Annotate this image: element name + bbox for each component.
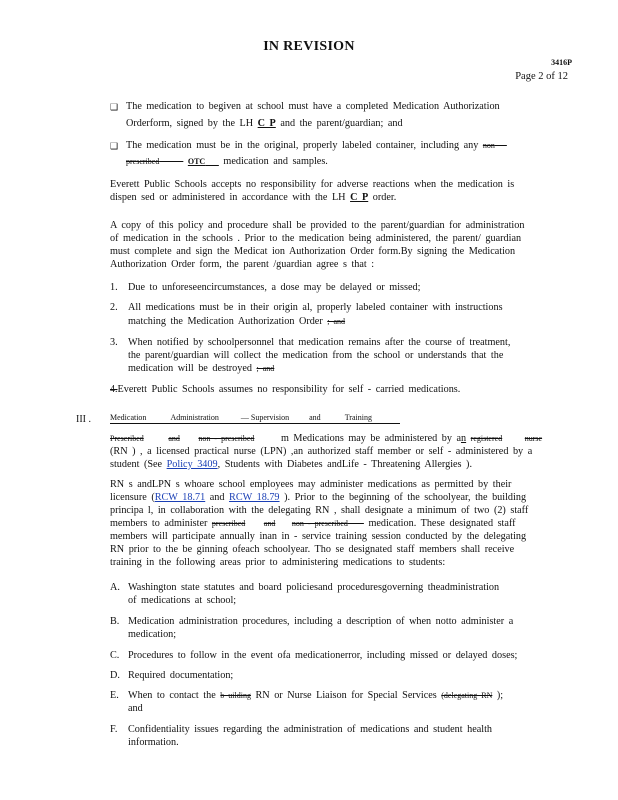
inserted-text: OTC — [187, 157, 206, 166]
deleted-number: 4. — [110, 384, 118, 395]
policy-3409-link[interactable]: Policy 3409 — [166, 459, 218, 470]
inserted-text: n — [461, 433, 467, 444]
list-text — [128, 315, 560, 328]
deleted-text: non - prescribed — [198, 434, 255, 443]
heading-word: Training — [344, 413, 372, 422]
bullet-text: The medication must be in the original, properly labeled container, including any — [126, 140, 479, 151]
bullet-text: Orderform, signed by the LH — [126, 118, 254, 129]
bullet-line: The medication to begiven at school must have a completed Medication Authorization — [126, 101, 500, 112]
deleted-text: b uilding — [220, 691, 251, 700]
bullet-text: medication and samples. — [223, 156, 328, 167]
list-text: Medication administration procedures, including a description of when notto administer a — [128, 616, 514, 627]
checkbox-bullet-icon: ❑ — [110, 141, 119, 151]
list-text-span: ); — [496, 690, 504, 701]
heading-word: and — [309, 413, 321, 422]
paragraph-line: Everett Public Schools accepts no responsibility for adverse reactions when the medication is — [110, 179, 515, 190]
heading-word: Medication — [110, 413, 147, 422]
list-letter: F. — [110, 724, 118, 735]
paragraph-line — [110, 432, 560, 445]
deleted-text: non — [482, 141, 495, 150]
list-text — [110, 383, 560, 396]
paragraph-text: members to administer — [110, 518, 208, 529]
list-text: When notified by schoolpersonnel that medication remains after the course of treatment, — [128, 337, 511, 348]
list-text-span: Everett Public Schools assumes no responsibility for self - carried medications. — [117, 384, 461, 395]
paragraph-line: RN s andLPN s whoare school employees may administer medications as permitted by their — [110, 479, 512, 490]
list-text: Washington state statutes and board policiesand proceduresgoverning theadministration — [128, 582, 500, 593]
deleted-text: (delegating RN — [441, 691, 493, 700]
deleted-text: non - prescribed — [291, 519, 348, 528]
paragraph-line — [110, 517, 560, 530]
list-text — [128, 362, 558, 375]
bullet-text: and the parent/guardian; and — [280, 118, 403, 129]
list-letter: E. — [110, 690, 119, 701]
list-text: Due to unforeseencircumstances, a dose may be delayed or missed; — [128, 282, 421, 293]
deleted-text: prescribed — [126, 157, 160, 166]
list-text-span: medication will be destroyed — [128, 363, 252, 374]
paragraph-line — [110, 458, 560, 471]
list-text: Required documentation; — [128, 670, 234, 681]
bullet-line — [126, 155, 532, 168]
list-number: 2. — [110, 302, 118, 313]
paragraph-text: dispen sed or administered in accordance with the LH — [110, 192, 346, 203]
list-number: 1. — [110, 282, 118, 293]
paragraph-line: (RN ) , a licensed practical nurse (LPN) ,an authorized staff member or self - administered by a — [110, 446, 533, 457]
paragraph-text: student (See — [110, 459, 163, 470]
list-letter: B. — [110, 616, 120, 627]
paragraph-line: of medication in the schools . Prior to the medication being administered, the parent/ guardian — [110, 233, 522, 244]
bullet-line — [126, 139, 556, 152]
list-letter: D. — [110, 670, 120, 681]
paragraph-text: medication. These designated staff — [368, 518, 516, 529]
list-letter: A. — [110, 582, 120, 593]
paragraph-line: RN prior to the be ginning ofeach schoolyear. Tho se designated staff members shall receive — [110, 544, 515, 555]
heading-word: Administration — [170, 413, 219, 422]
list-text-span: RN or Nurse Liaison for Special Services — [255, 690, 437, 701]
deleted-text: nurse — [524, 434, 543, 443]
paragraph-line: must complete and sign the Medicat ion Authorization Order form.By signing the Medication — [110, 246, 516, 257]
list-text: Confidentiality issues regarding the administration of medications and student health — [128, 724, 493, 735]
paragraph-line: A copy of this policy and procedure shall be provided to the parent/guardian for administration — [110, 220, 525, 231]
heading-word: — Supervision — [240, 413, 290, 422]
paragraph-line — [110, 491, 560, 504]
paragraph-text: ). Prior to the beginning of the schoolyear, the building — [279, 492, 527, 503]
list-text: information. — [128, 737, 179, 748]
deleted-text: and — [168, 434, 180, 443]
section-numeral: III . — [76, 414, 91, 425]
deleted-text: registered — [470, 434, 503, 443]
list-text: the parent/guardian will collect the medication from the school or understands that the — [128, 350, 504, 361]
list-text-span: matching the Medication Authorization Order — [128, 316, 323, 327]
bullet-line — [126, 117, 532, 130]
paragraph-text: edications may be administered by a — [302, 433, 462, 444]
list-text: All medications must be in their origin al, properly labeled container with instructions — [128, 302, 503, 313]
deleted-text: Prescribed — [110, 434, 144, 443]
paragraph-line: principa l, in collaboration with the delegating RN , shall designate a minimum of two (2) staff — [110, 505, 529, 516]
list-text-span: When to contact the — [128, 690, 216, 701]
paragraph-line — [110, 191, 560, 204]
cp-underlined: C P — [257, 118, 276, 129]
deleted-text: prescribed — [211, 519, 246, 528]
paragraph-line: members will participate annually inan in - service training session conducted by the delegating — [110, 531, 527, 542]
inserted-text: m M — [280, 433, 303, 444]
list-number: 3. — [110, 337, 118, 348]
rcw-18-71-link[interactable]: RCW 18.71 — [154, 492, 206, 503]
page-title: IN REVISION — [263, 39, 355, 54]
list-text: of medications at school; — [128, 595, 237, 606]
list-text: Procedures to follow in the event ofa medicationerror, including missed or delayed doses; — [128, 650, 518, 661]
list-text: medication; — [128, 629, 177, 640]
list-text — [128, 689, 568, 702]
paragraph-text: and — [205, 492, 230, 503]
paragraph-text: , Students with Diabetes andLife - Threatening Allergies ). — [217, 459, 472, 470]
cp-underlined: C P — [350, 192, 369, 203]
section-heading — [110, 413, 400, 424]
deleted-text: and — [263, 519, 276, 528]
paragraph-text: licensure ( — [110, 492, 155, 503]
paragraph-text: order. — [372, 192, 397, 203]
list-text: and — [128, 703, 143, 714]
list-letter: C. — [110, 650, 120, 661]
checkbox-bullet-icon: ❑ — [110, 102, 119, 112]
rcw-18-79-link[interactable]: RCW 18.79 — [229, 492, 280, 503]
policy-number: 3416P — [551, 58, 572, 67]
deleted-text: ; and — [256, 364, 275, 373]
paragraph-line: training in the following areas prior to administering medications to students: — [110, 557, 446, 568]
page-number: Page 2 of 12 — [515, 71, 568, 82]
deleted-text: ; and — [327, 317, 346, 326]
paragraph-line: Authorization Order form, the parent /guardian agree s that : — [110, 259, 375, 270]
